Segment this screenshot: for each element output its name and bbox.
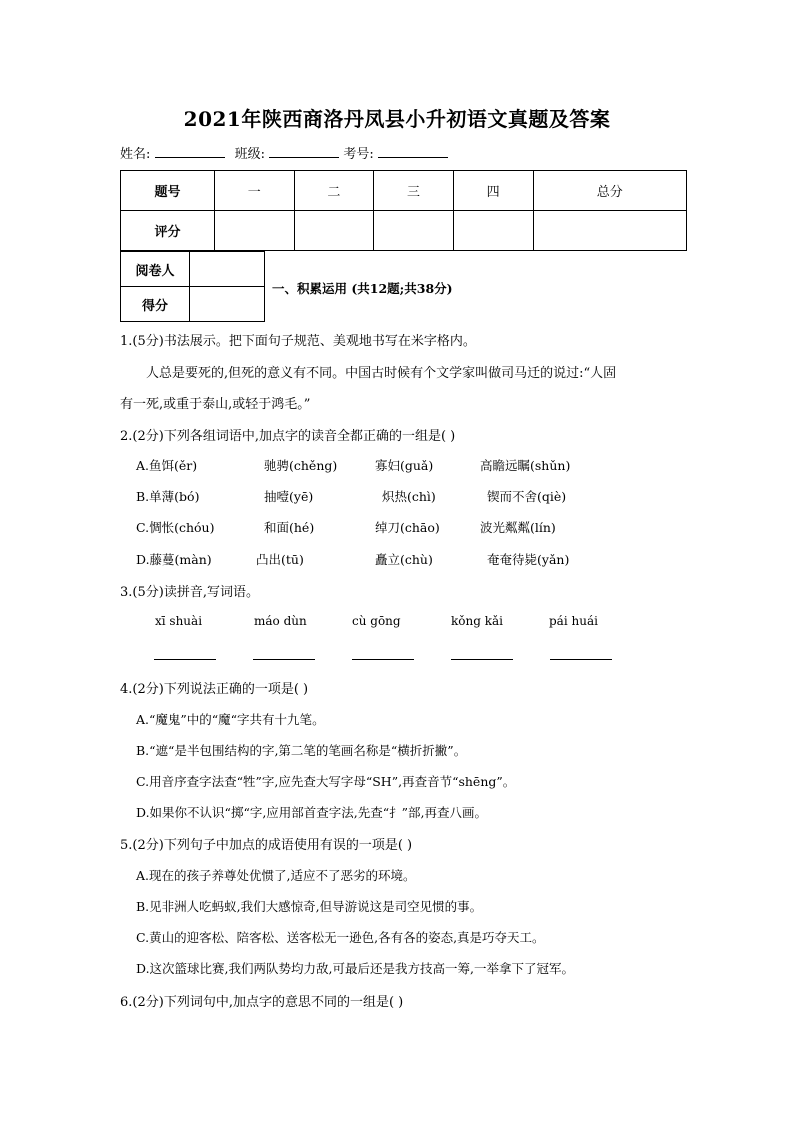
student-info-line [120, 143, 448, 162]
score-cell-2 [294, 211, 374, 251]
page-title: 2021年陕西商洛丹凤县小升初语文真题及答案 [183, 107, 611, 131]
question-1-stem: 1.(5分)书法展示。把下面句子规范、美观地书写在米字格内。 [120, 334, 476, 349]
question-2-stem: 2.(2分)下列各组词语中,加点字的读音全都正确的一组是( ) [120, 429, 456, 444]
reviewer-label: 阅卷人 [121, 252, 190, 287]
reviewer-cell [190, 252, 265, 287]
q2-option-a-4: 高瞻远瞩(shǔn) [480, 458, 571, 473]
grader-table [120, 251, 265, 322]
q2-option-d-2: 凸出(tū) [256, 552, 304, 567]
section-heading: 一、积累运用 (共12题;共38分) [272, 281, 453, 296]
score-label: 得分 [121, 287, 190, 322]
class-blank [269, 145, 339, 158]
q2-option-c-3: 绰刀(chāo) [375, 520, 440, 535]
answer-line-3 [352, 659, 414, 660]
score-col-3: 三 [374, 171, 454, 211]
score-col-total: 总分 [533, 171, 687, 211]
score-cell-4 [453, 211, 533, 251]
score-header-row [121, 171, 687, 211]
score-cell-1 [215, 211, 295, 251]
name-label: 姓名: [120, 147, 151, 162]
q4-option-a: A.“魔鬼”中的“魔“字共有十九笔。 [136, 712, 325, 727]
pinyin-5: pái huái [549, 614, 598, 628]
question-3-stem: 3.(5分)读拼音,写词语。 [120, 585, 259, 600]
q2-option-a-3: 寡妇(guǎ) [375, 458, 434, 473]
score-col-4: 四 [453, 171, 533, 211]
q2-option-b-4: 锲而不舍(qiè) [487, 489, 567, 504]
pinyin-1: xī shuài [155, 614, 203, 628]
score-header-label: 题号 [121, 171, 215, 211]
q5-option-d: D.这次篮球比赛,我们两队势均力敌,可最后还是我方技高一筹,一举拿下了冠军。 [136, 961, 574, 976]
q4-option-c: C.用音序查字法查“牲”字,应先查大写字母“SH”,再查音节“shēng”。 [136, 774, 516, 789]
pinyin-3: cù gōng [352, 614, 401, 628]
answer-line-5 [550, 659, 612, 660]
q5-option-a: A.现在的孩子养尊处优惯了,适应不了恶劣的环境。 [136, 868, 416, 883]
score-cell-3 [374, 211, 454, 251]
answer-line-1 [154, 659, 216, 660]
question-1-text-line1: 人总是要死的,但死的意义有不同。中国古时候有个文学家叫做司马迁的说过:“人固 [146, 366, 617, 381]
pinyin-2: máo dùn [254, 614, 307, 628]
q2-option-b-2: 抽噎(yē) [264, 489, 314, 504]
q2-option-b-1: B.单薄(bó) [136, 489, 200, 504]
score-cell-total [533, 211, 687, 251]
question-1-text-line2: 有一死,或重于泰山,或轻于鸿毛。” [120, 397, 311, 412]
score-cell [190, 287, 265, 322]
q2-option-d-3: 矗立(chù) [375, 552, 433, 567]
q2-option-b-3: 炽热(chì) [382, 489, 436, 504]
q2-option-d-1: D.藤蔓(màn) [136, 552, 212, 567]
q2-option-c-2: 和面(hé) [264, 520, 315, 535]
pinyin-4: kǒng kǎi [451, 614, 503, 628]
question-6-stem: 6.(2分)下列词句中,加点字的意思不同的一组是( ) [120, 995, 404, 1010]
score-table [120, 170, 687, 251]
q2-option-d-4: 奄奄待毙(yǎn) [487, 552, 570, 567]
score-col-1: 一 [215, 171, 295, 211]
score-value-row [121, 211, 687, 251]
score-col-2: 二 [294, 171, 374, 211]
q4-option-d: D.如果你不认识“掷“字,应用部首查字法,先查“扌”部,再查八画。 [136, 805, 488, 820]
name-blank [155, 145, 225, 158]
answer-line-4 [451, 659, 513, 660]
question-5-stem: 5.(2分)下列句子中加点的成语使用有误的一项是( ) [120, 838, 413, 853]
exam-no-blank [378, 145, 448, 158]
q2-option-c-4: 波光粼粼(lín) [480, 520, 556, 535]
exam-no-label: 考号: [343, 147, 374, 162]
q5-option-c: C.黄山的迎客松、陪客松、送客松无一逊色,各有各的姿态,真是巧夺天工。 [136, 930, 545, 945]
q2-option-a-1: A.鱼饵(ěr) [136, 458, 198, 473]
q2-option-a-2: 驰骋(chěng) [264, 458, 338, 473]
class-label: 班级: [234, 147, 266, 162]
answer-line-2 [253, 659, 315, 660]
q2-option-c-1: C.惆怅(chóu) [136, 520, 215, 535]
score-row-label: 评分 [121, 211, 215, 251]
question-4-stem: 4.(2分)下列说法正确的一项是( ) [120, 682, 309, 697]
q4-option-b: B.“遮“是半包围结构的字,第二笔的笔画名称是“横折折撇”。 [136, 743, 467, 758]
q5-option-b: B.见非洲人吃蚂蚁,我们大感惊奇,但导游说这是司空见惯的事。 [136, 899, 483, 914]
